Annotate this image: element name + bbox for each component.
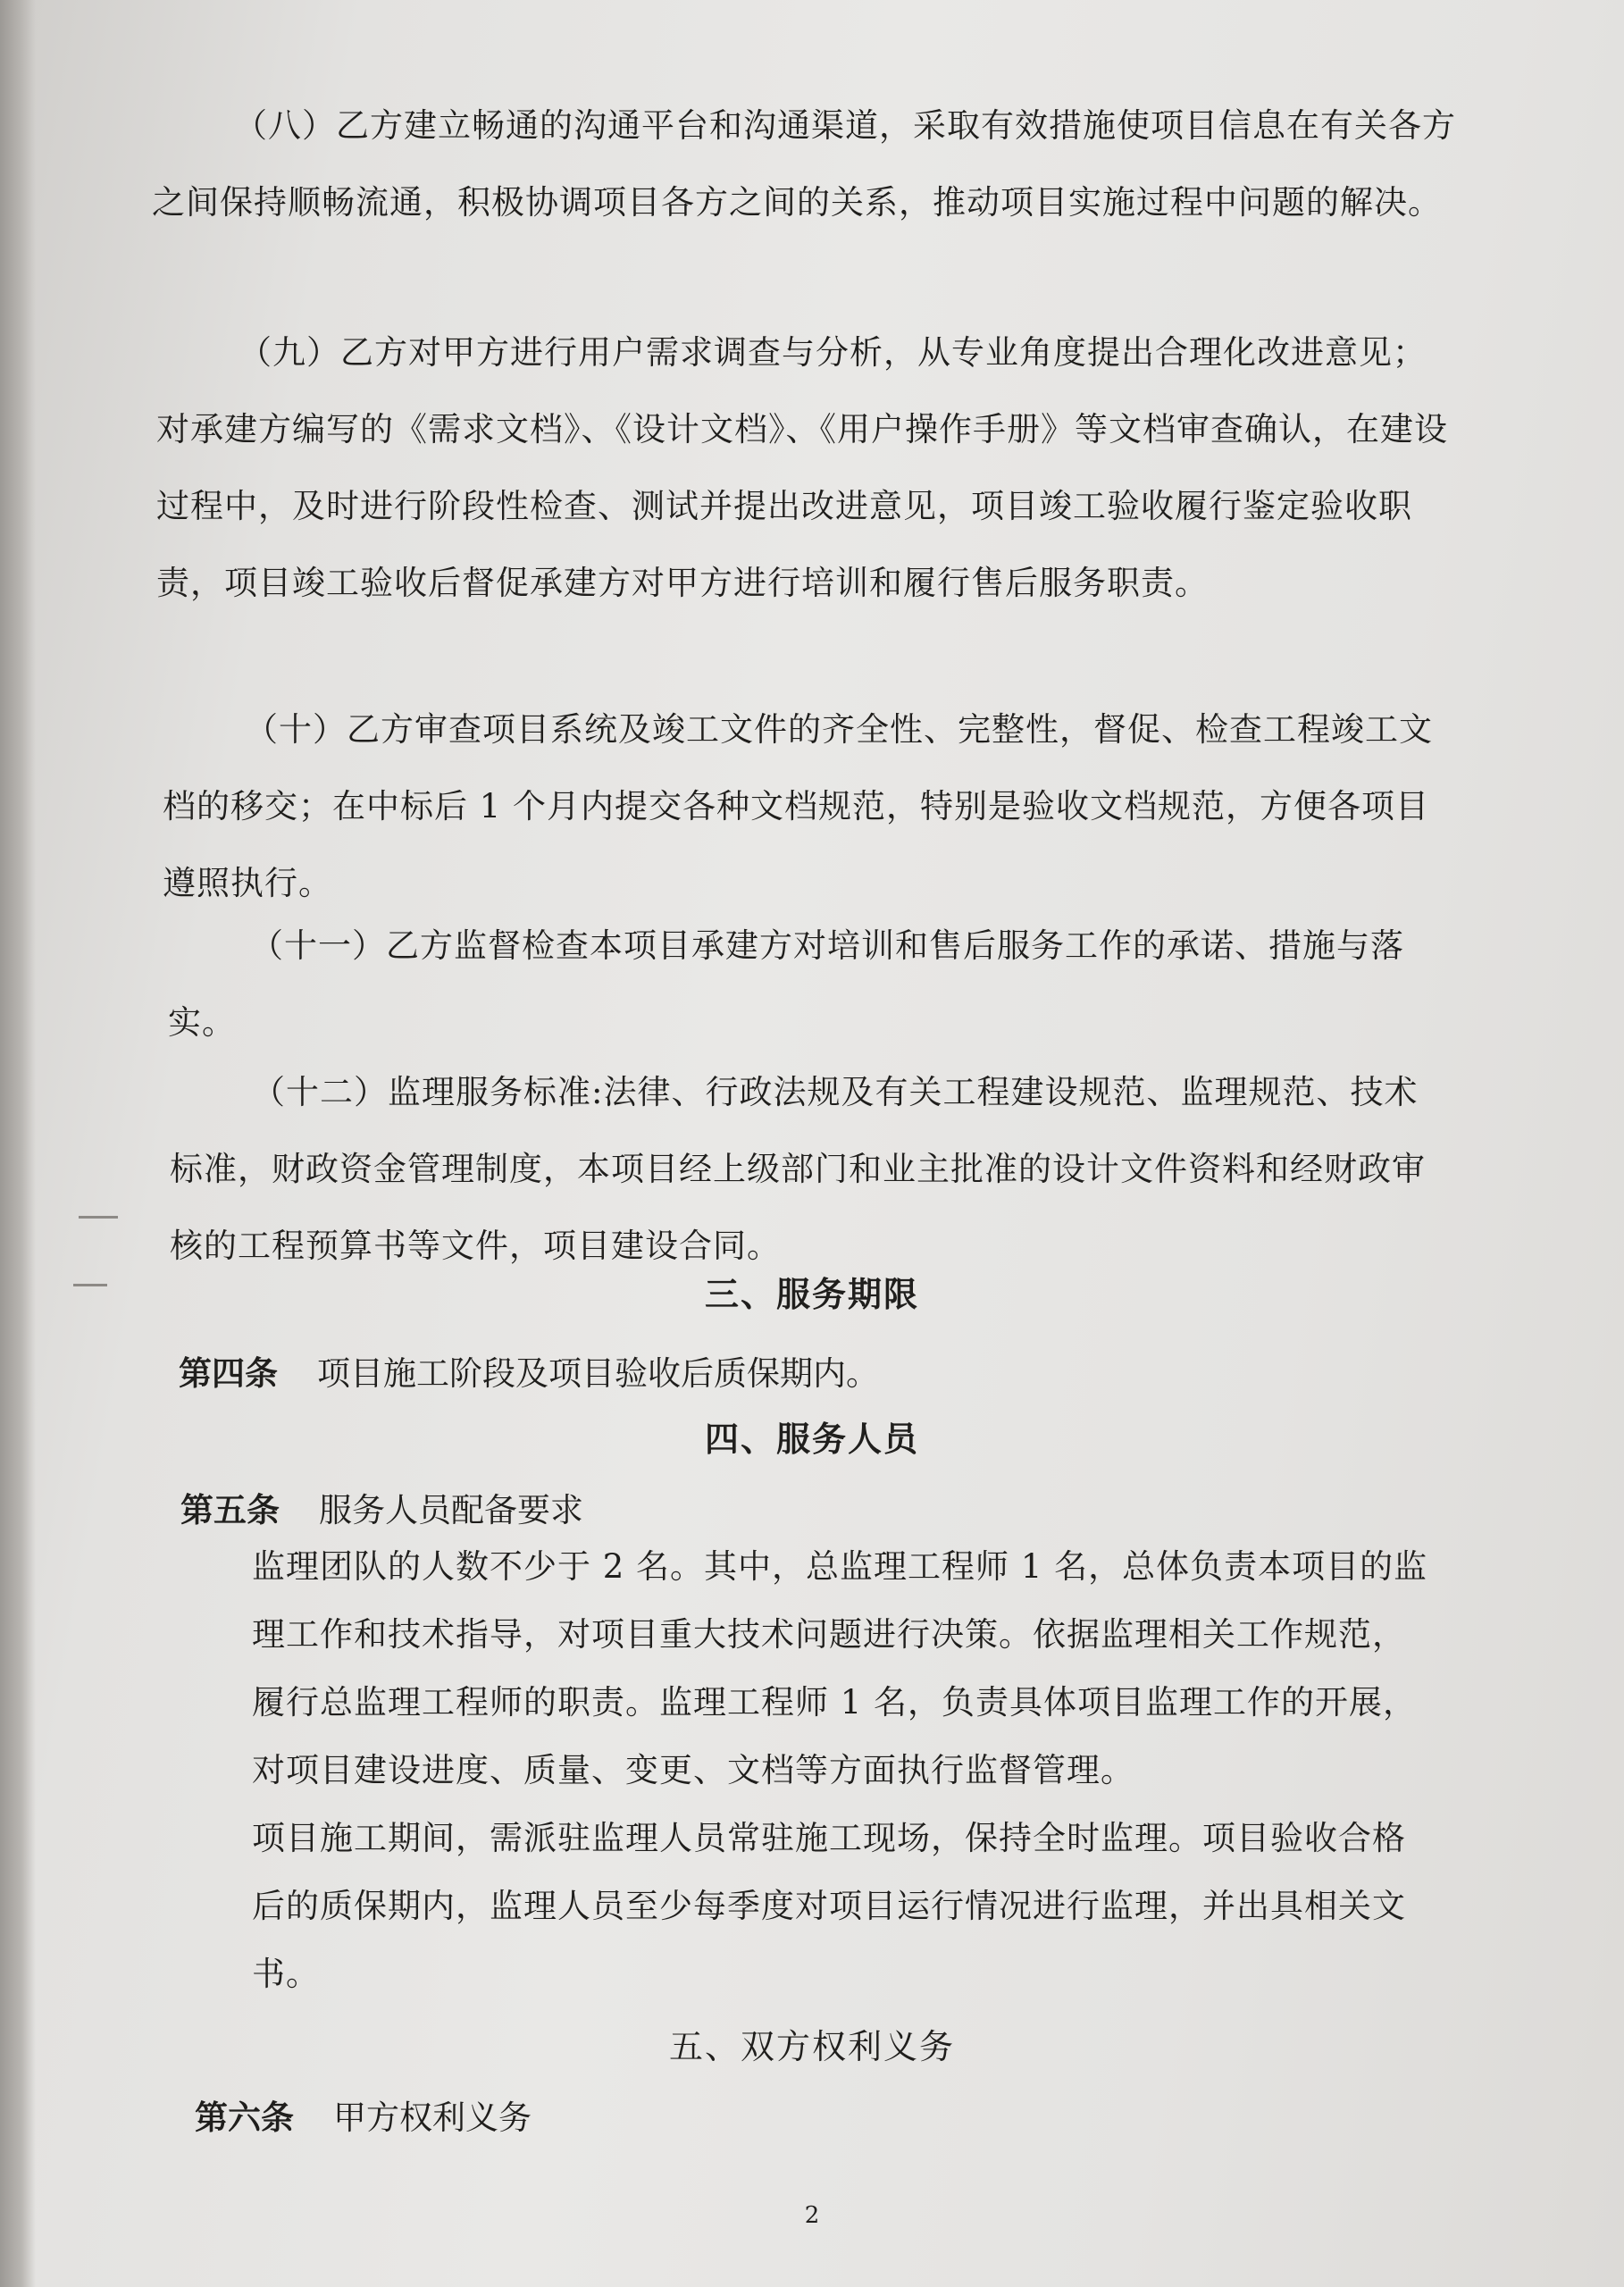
paragraph-8: （八）乙方建立畅通的沟通平台和沟通渠道，采取有效措施使项目信息在有关各方之间保持顺畅流通，积极协调项目各方之间的关系，推动项目实施过程中问题的解决。 xyxy=(152,106,1456,222)
paragraph-10: （十）乙方审查项目系统及竣工文件的齐全性、完整性，督促、检查工程竣工文档的移交；在中标后 1 个月内提交各种文档规范，特别是验收文档规范，方便各项目遵照执行。 xyxy=(163,710,1433,902)
section-heading-3: 三、服务期限 xyxy=(704,1274,919,1314)
article-6-label: 第六条 xyxy=(195,2098,294,2137)
article-5-text: 服务人员配备要求 xyxy=(319,1491,583,1529)
article-4-text: 项目施工阶段及项目验收后质保期内。 xyxy=(317,1354,879,1393)
article-4 xyxy=(179,1346,879,1395)
margin-mark xyxy=(79,1216,118,1219)
page-number: 2 xyxy=(804,2202,820,2229)
section-heading-4: 四、服务人员 xyxy=(704,1419,919,1459)
section-heading-5: 五、双方权利义务 xyxy=(668,2027,955,2066)
article-5 xyxy=(180,1483,583,1531)
article-4-label: 第四条 xyxy=(179,1353,278,1393)
article-5-paragraph-2: 项目施工期间，需派驻监理人员常驻施工现场，保持全时监理。项目验收合格后的质保期内，监理人员至少每季度对项目运行情况进行监理，并出具相关文书。 xyxy=(252,1819,1406,1993)
paragraph-12: （十二）监理服务标准:法律、行政法规及有关工程建设规范、监理规范、技术标准，财政资金管理制度，本项目经上级部门和业主批准的设计文件资料和经财政审核的工程预算书等文件，项目建设合同。 xyxy=(170,1073,1426,1265)
article-6-text: 甲方权利义务 xyxy=(333,2099,532,2137)
binding-shadow xyxy=(0,0,36,2287)
paragraph-11: （十一）乙方监督检查本项目承建方对培训和售后服务工作的承诺、措施与落实。 xyxy=(168,926,1404,1042)
article-6 xyxy=(195,2090,532,2139)
article-5-paragraph-1: 监理团队的人数不少于 2 名。其中，总监理工程师 1 名，总体负责本项目的监理工作和技术指导，对项目重大技术问题进行决策。依据监理相关工作规范，履行总监理工程师的职责。监理工程师 1 名，负责具体项目监理工作的开展，对项目建设进度、质量、变更、文档等方面执行监督管理。 xyxy=(252,1547,1428,1789)
paragraph-9: （九）乙方对甲方进行用户需求调查与分析，从专业角度提出合理化改进意见；对承建方编写的《需求文档》、《设计文档》、《用户操作手册》等文档审查确认，在建设过程中，及时进行阶段性检查、测试并提出改进意见，项目竣工验收履行鉴定验收职责，项目竣工验收后督促承建方对甲方进行培训和履行售后服务职责。 xyxy=(156,333,1448,602)
article-5-label: 第五条 xyxy=(180,1490,280,1529)
